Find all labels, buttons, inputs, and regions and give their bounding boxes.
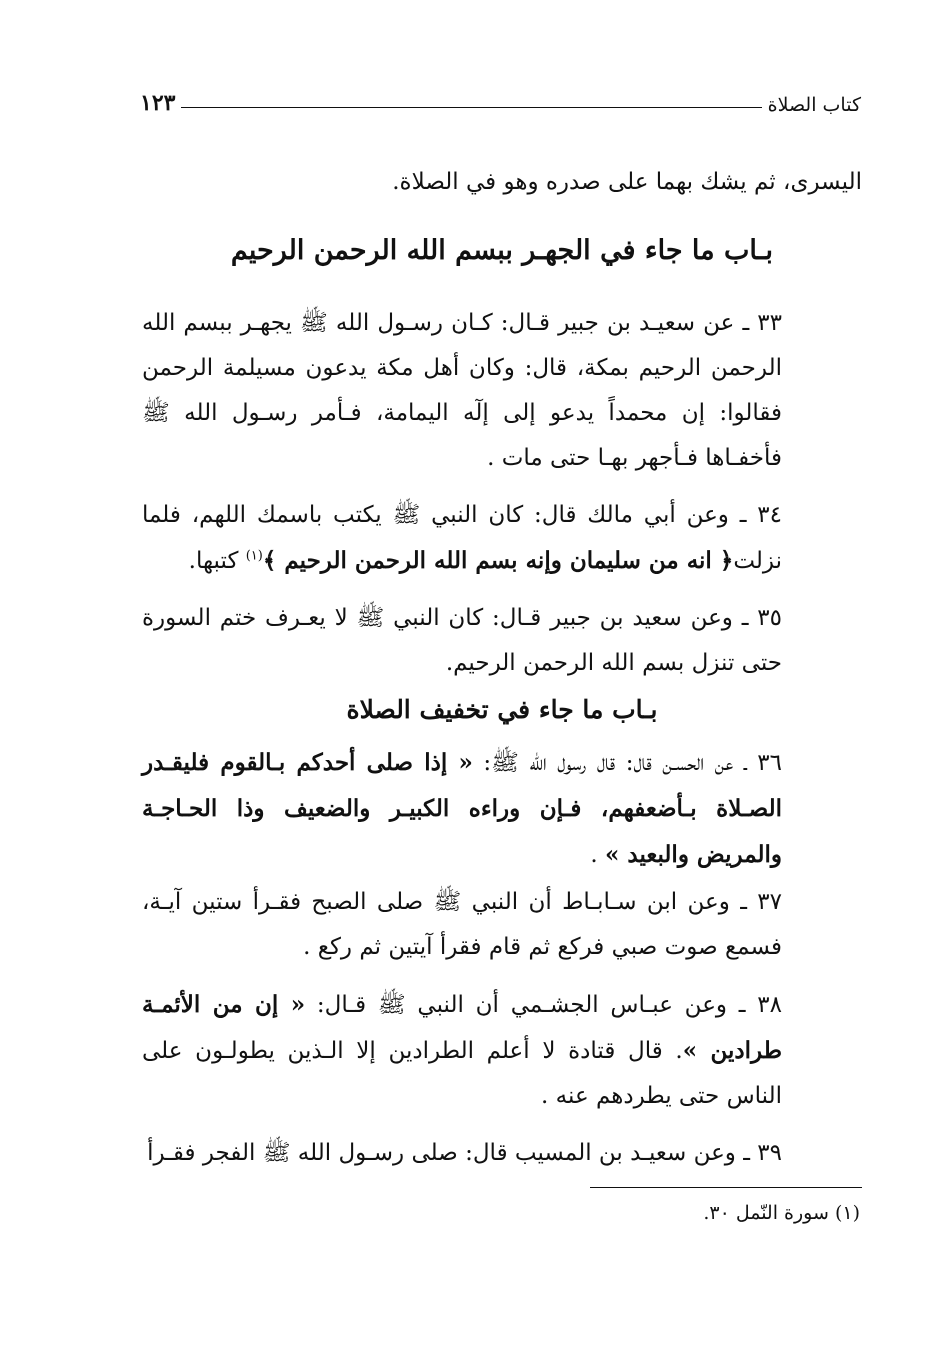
chapter-heading-basmala: بـاب ما جاء في الجهـر ببسم الله الرحمن الرحيم <box>230 235 774 266</box>
footnote-marker: (١) <box>245 548 263 564</box>
hadith-34-text: ٣٤ ـ وعن أبي مالك قال: كان النبي ﷺ يكتب باسمك اللهم، فلما نزلت <box>142 502 782 574</box>
hadith-38-text: ٣٨ ـ وعن عبـاس الجشـمي أن النبي ﷺ قـال: <box>305 992 783 1018</box>
header-rule <box>181 107 761 108</box>
intro-line: اليسرى، ثم يشك بهما على صدره وهو في الصلاة. <box>392 169 862 195</box>
page-body <box>142 160 862 1188</box>
footnote-rule <box>590 1187 862 1188</box>
hadith-38-end: . قال قتادة لا أعلم الطرادين إلا الـذين يطولـون على الناس حتى يطردهم عنه . <box>142 1038 782 1109</box>
hadith-37: ٣٧ ـ وعن ابن سـابـاط أن النبي ﷺ صلى الصبح فقـرأ ستين آيـة، فسمع صوت صبي فركع ثم قام فقرأ آيتين ثم ركع . <box>142 889 782 960</box>
hadith-35: ٣٥ ـ وعن سعيد بن جبير قـال: كان النبي ﷺ لا يعـرف ختم السورة حتى تنزل بسم الله الرحمن الرحيم. <box>142 605 782 676</box>
hadith-33: ٣٣ ـ عن سعيـد بن جبير قـال: كـان رسـول الله ﷺ يجهـر ببسم الله الرحمن الرحيم بمكة، قال: وكان أهل مكة يدعون مسيلمة الرحمن فقالوا: إن محمداً يدعو إلى إلٓه اليمامة، فـأمر رسـول الله ﷺ فأخفـاها فـأجهر بهـا حتى مات . <box>142 310 782 471</box>
chapter-heading-shortening-prayer: بـاب ما جاء في تخفيف الصلاة <box>346 695 658 724</box>
hadith-34-quran-quote: ﴿ انه من سليمان وإنه بسم الله الرحمن الرحيم ﴾ <box>262 547 734 574</box>
hadith-38-prophetic-quote: « إن من الأئمـة طرادين » <box>142 991 782 1064</box>
hadith-36-end: . <box>590 842 605 868</box>
page-number: ١٢٣ <box>140 90 176 116</box>
hadith-36-text: ٣٦ ـ عن الحسـن قال: قال رسول الله ﷺ: <box>472 750 783 776</box>
running-header <box>140 88 861 116</box>
hadith-36 <box>142 740 862 878</box>
hadith-34-end: كتبها. <box>188 548 246 574</box>
book-title: كتاب الصلاة <box>767 94 861 116</box>
hadith-34 <box>142 493 862 584</box>
hadith-38 <box>142 982 862 1119</box>
hadith-36-prophetic-quote: « إذا صلى أحدكم بـالقوم فليقـدر الصـلاة بـأضعفهم، فـإن وراءه الكبيـر والضعيف وذا الحـاجـة والمريض والبعيد » <box>142 749 782 868</box>
hadith-39: ٣٩ ـ وعن سعيـد بن المسيب قال: صلى رسـول الله ﷺ الفجر فقـرأ <box>147 1140 782 1166</box>
footnote: (١) سورة النّمل ٣٠. <box>703 1202 860 1224</box>
